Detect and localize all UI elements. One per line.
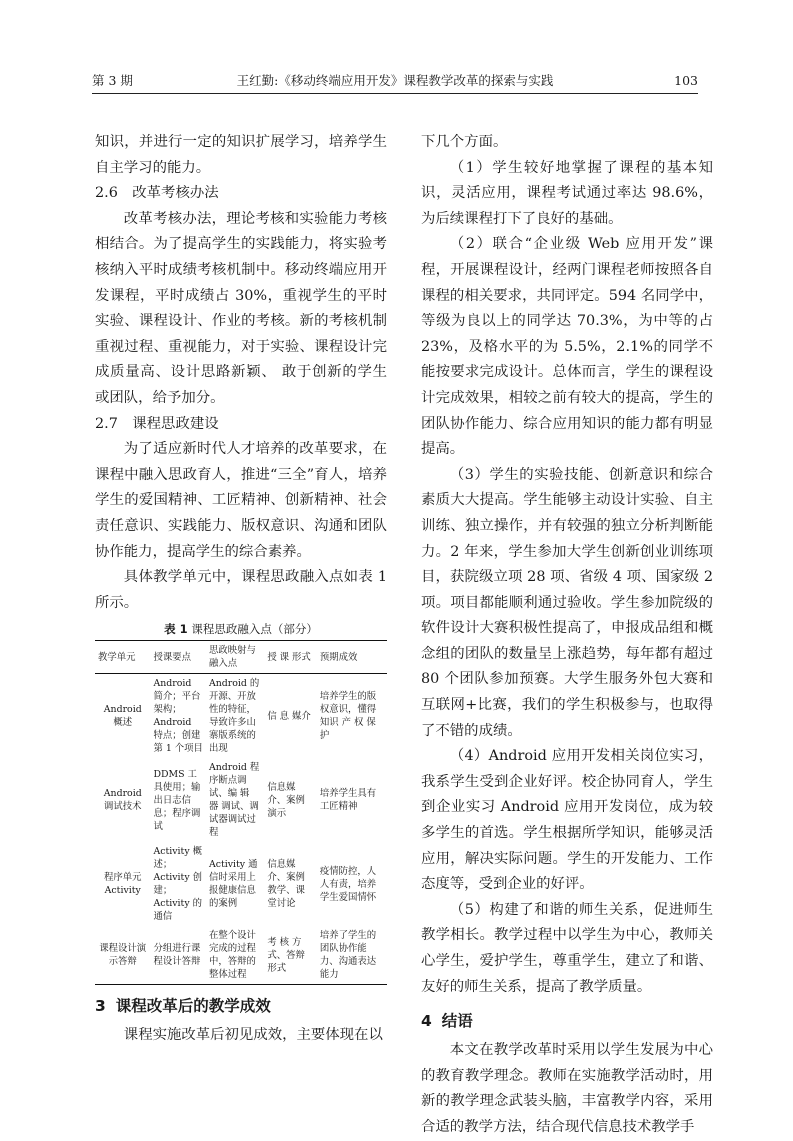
table-cell: Android 的开源、开放性的特征，导致许多山寨版系统的出现 [208,678,260,755]
table-row [95,842,387,926]
paragraph-2-6: 改革考核办法，理论考核和实验能力考核相结合。为了提高学生的实践能力，将实验考核纳入平时成绩考核机制中。移动终端应用开发课程，平时成绩占 30%，重视学生的平时实验、课程设计、作业的考核。新的考核机制重视过程、重视能力，对于实验、课程设计完成质量高、设计思路新颖、 敢于创新的学生或团队，给予加分。 [95,210,387,406]
table-cell: Android 程序断点调试、编 辑 器 调试、调试器调试过程 [208,762,260,839]
course-ideology-table [95,640,387,985]
paragraph-continued: 知识，并进行一定的知识扩展学习，培养学生自主学习的能力。 [95,134,387,176]
section-2-6-heading: 2.6 改革考核办法 [95,185,219,202]
section-2-7-heading: 2.7 课程思政建设 [95,415,219,432]
table-cell: 考 核 方式、答辩形式 [267,936,305,974]
section-4-heading [421,1006,713,1036]
left-column [95,130,387,1049]
table-cell: 培养学生的版权意识，懂得知识 产 权 保护 [319,691,377,742]
result-item-4: （4）Android 应用开发相关岗位实习，我系学生受到企业好评。校企协同育人，学生到企业实习 Android 应用开发岗位，成为较多学生的首选。学生根据所学知识，能够灵活应用，解决实际问题。学生的开发能力、工作态度等，受到企业的好评。 [421,748,713,893]
paragraph-2-7-b: 具体教学单元中，课程思政融入点如表 1 所示。 [95,569,387,611]
right-column [421,130,713,1141]
table-cell: 信息媒介、案例演示 [267,781,305,819]
paragraph-continued-right: 下几个方面。 [421,134,508,150]
table-cell: 培养了学生的团队协作能力、沟通表达能力 [319,930,377,981]
table-cell: 信息媒介、案例教学、课堂讨论 [267,859,305,910]
section-3-number: 3 [95,997,106,1016]
result-item-2: （2）联合“企业级 Web 应用开发”课程，开展课程设计，经两门课程老师按照各自课程的相关要求，共同评定。594 名同学中，等级为良以上的同学达 70.3%，为中等的占 23%，及格水平的为 5.5%，2.1%的同学不能按要求完成设计。总体而言，学生的课程设计完成效果，相较之前有较大的提高，学生的团队协作能力、综合应用知识的能力都有明显提高。 [421,236,713,458]
table-caption [95,618,387,640]
table-row [95,674,387,759]
table-cell: 课程设计演示答辩 [99,943,147,968]
header-rule [92,93,698,94]
table-row [95,758,387,842]
table-cell: 信 息 媒介 [267,710,311,722]
section-4-title: 结语 [441,1012,473,1031]
table-header-cell: 思政映射与融入点 [206,641,264,674]
table-cell: Android 调试技术 [103,788,142,813]
table-cell: Activity 概述；Activity 创建；Activity 的通信 [153,846,202,923]
result-item-3: （3）学生的实验技能、创新意识和综合素质大大提高。学生能够主动设计实验、自主训练、独立操作，并有较强的独立分析判断能力。2 年来，学生参加大学生创新创业训练项目，获院级立项 28 项、省级 4 项、国家级 2 项。项目都能顺利通过验收。学生参加院级的软件设计大赛积极性提高了，申报成品组和概念组的团队的数量呈上涨趋势，每年都有超过 80 个团队参加预赛。大学生服务外包大赛和互联网+比赛，我们的学生积极参与，也取得了不错的成绩。 [421,466,713,739]
table-cell: Android 概述 [103,704,142,729]
section-4-number: 4 [421,1012,432,1031]
issue-label: 第 3 期 [92,73,133,88]
table-row [95,926,387,985]
table-cell: 程序单元 Activity [103,872,142,897]
paragraph-3: 课程实施改革后初见成效，主要体现在以 [123,1027,383,1044]
table-cell: Activity 通信时采用上报健康信息的案例 [208,859,258,910]
table-title: 课程思政融入点（部分） [191,622,318,637]
table-cell: DDMS 工具使用；输出日志信息；程序调试 [153,768,201,832]
table-header-row [95,641,387,674]
paragraph-2-7-a: 为了适应新时代人才培养的改革要求，在课程中融入思政育人，推进“三全”育人，培养学生的爱国精神、工匠精神、创新精神、社会责任意识、实践能力、版权意识、沟通和团队协作能力，提高学生的综合素养。 [95,441,387,560]
result-item-5: （5）构建了和谐的师生关系，促进师生教学相长。教学过程中以学生为中心，教师关心学生，爱护学生，尊重学生，建立了和谐、友好的师生关系，提高了教学质量。 [421,901,713,995]
table-cell: 疫情防控，人人有责，培养学生爱国情怀 [319,865,377,903]
table-cell: 分组进行课程设计答辩 [153,943,201,968]
table-header-cell: 预期成效 [317,641,387,674]
table-number: 表 1 [164,622,188,637]
table-cell: Android 简介；平台架构；Android 特点；创建第 1 个项目 [153,678,203,755]
section-3-title: 课程改革后的教学成效 [115,997,271,1016]
page-number: 103 [674,73,698,88]
table-cell: 在整个设计完成的过程中，答辩的整体过程 [208,930,256,981]
page-header [92,72,698,90]
table-cell: 培养学生具有工匠精神 [319,788,377,813]
table-header-cell: 教学单元 [95,641,150,674]
section-3-heading [95,991,387,1021]
conclusion-paragraph: 本文在教学改革时采用以学生发展为中心的教育教学理念。教师在实施教学活动时，用新的教学理念武装头脑，丰富教学内容，采用合适的教学方法，结合现代信息技术教学手 [421,1042,713,1135]
running-title: 王红勤:《移动终端应用开发》课程教学改革的探索与实践 [236,73,554,88]
table-header-cell: 授 课 形式 [264,641,317,674]
result-item-1: （1）学生较好地掌握了课程的基本知识，灵活应用，课程考试通过率达 98.6%，为后续课程打下了良好的基础。 [421,159,713,227]
table-header-cell: 授课要点 [150,641,205,674]
